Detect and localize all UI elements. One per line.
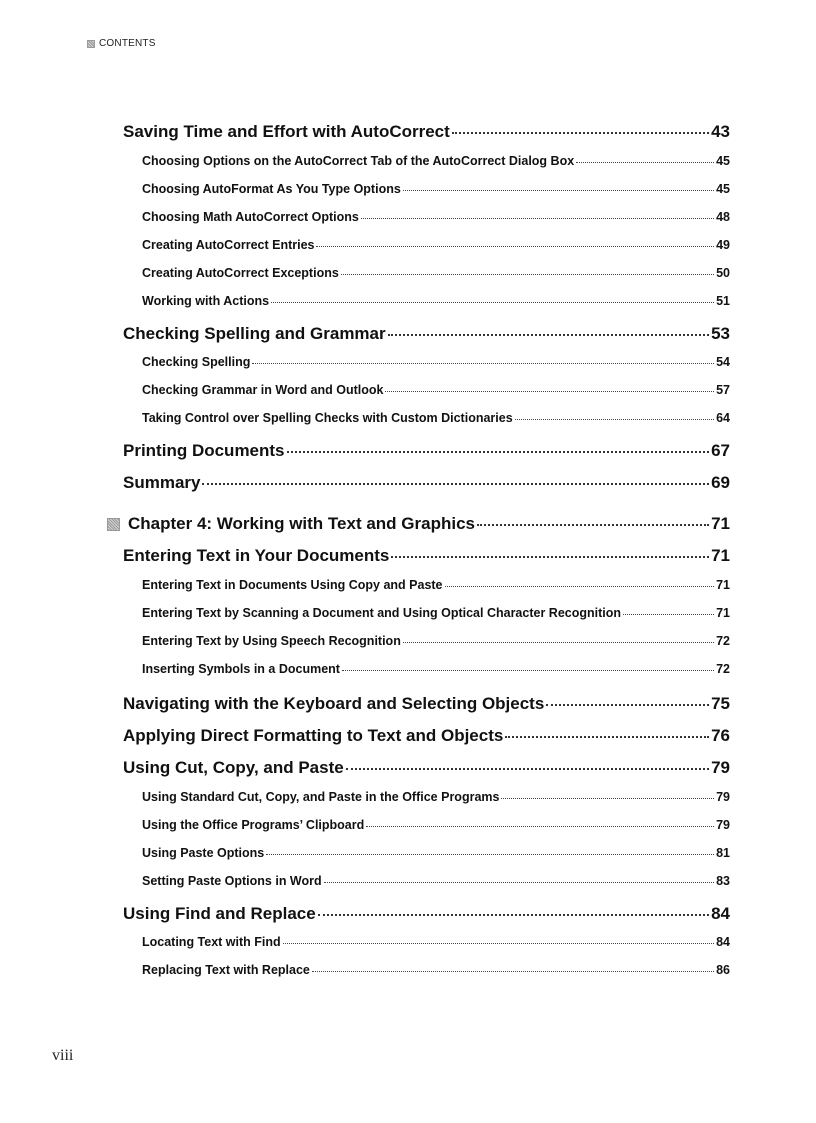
square-bullet-icon [87, 40, 95, 48]
toc-entry[interactable] [142, 154, 730, 168]
toc-entry[interactable] [123, 441, 730, 461]
toc-entry-page: 79 [711, 758, 730, 777]
toc-entry[interactable] [142, 846, 730, 860]
toc-entry-page: 64 [716, 411, 730, 425]
toc-entry-page: 71 [716, 578, 730, 592]
dot-leader [477, 524, 709, 526]
dot-leader [202, 483, 709, 485]
dot-leader [576, 162, 714, 163]
toc-entry[interactable] [142, 383, 730, 397]
toc-entry-title: Taking Control over Spelling Checks with Custom Dictionaries [142, 411, 513, 425]
dot-leader [403, 642, 714, 643]
toc-entry-page: 50 [716, 266, 730, 280]
toc-entry-title: Checking Grammar in Word and Outlook [142, 383, 384, 397]
toc-entry-page: 53 [711, 324, 730, 343]
toc-entry[interactable] [123, 726, 730, 746]
toc-entry-title: Inserting Symbols in a Document [142, 662, 340, 676]
dot-leader [505, 736, 709, 738]
toc-entry-title: Using the Office Programs’ Clipboard [142, 818, 365, 832]
toc-entry-title: Using Paste Options [142, 846, 265, 860]
toc-entry-page: 71 [711, 546, 730, 565]
running-head-label: CONTENTS [99, 38, 156, 49]
toc-entry-title: Checking Spelling and Grammar [123, 324, 386, 343]
toc-entry-page: 72 [716, 662, 730, 676]
page-number: viii [52, 1047, 74, 1064]
toc-entry-page: 45 [716, 154, 730, 168]
toc-entry-page: 67 [711, 441, 730, 460]
toc-entry-page: 79 [716, 790, 730, 804]
dot-leader [266, 854, 714, 855]
running-head [87, 38, 156, 49]
toc-entry-page: 71 [716, 606, 730, 620]
toc-entry-title: Saving Time and Effort with AutoCorrect [123, 122, 450, 141]
toc-entry-title: Printing Documents [123, 441, 285, 460]
toc-entry-page: 43 [711, 122, 730, 141]
toc-entry-title: Chapter 4: Working with Text and Graphics [128, 514, 475, 533]
toc-entry-page: 75 [711, 694, 730, 713]
toc-entry[interactable] [142, 294, 730, 308]
toc-chapter-entry[interactable] [107, 514, 730, 534]
dot-leader [515, 419, 714, 420]
toc-entry-title: Creating AutoCorrect Entries [142, 238, 315, 252]
toc-entry[interactable] [123, 758, 730, 778]
toc-entry-page: 76 [711, 726, 730, 745]
toc-entry[interactable] [123, 473, 730, 493]
toc-entry-page: 48 [716, 210, 730, 224]
chapter-square-icon [107, 518, 120, 531]
toc-entry[interactable] [142, 266, 730, 280]
dot-leader [287, 451, 710, 453]
toc-entry-title: Using Standard Cut, Copy, and Paste in the Office Programs [142, 790, 500, 804]
toc-entry[interactable] [142, 606, 730, 620]
toc-entry-title: Applying Direct Formatting to Text and Objects [123, 726, 504, 745]
toc-entry-title: Creating AutoCorrect Exceptions [142, 266, 339, 280]
toc-entry[interactable] [142, 634, 730, 648]
dot-leader [361, 218, 714, 219]
toc-entry-page: 71 [711, 514, 730, 533]
dot-leader [346, 768, 709, 770]
toc-entry-page: 72 [716, 634, 730, 648]
toc-entry-page: 83 [716, 874, 730, 888]
dot-leader [452, 132, 709, 134]
toc-entry-title: Working with Actions [142, 294, 270, 308]
toc-entry[interactable] [142, 790, 730, 804]
toc-entry[interactable] [123, 694, 730, 714]
dot-leader [342, 670, 714, 671]
toc-entry-page: 69 [711, 473, 730, 492]
toc-entry[interactable] [123, 122, 730, 142]
toc-entry-title: Setting Paste Options in Word [142, 874, 322, 888]
dot-leader [385, 391, 714, 392]
dot-leader [445, 586, 715, 587]
dot-leader [403, 190, 714, 191]
toc-entry[interactable] [142, 963, 730, 977]
toc-entry-title: Using Find and Replace [123, 904, 316, 923]
dot-leader [341, 274, 714, 275]
dot-leader [366, 826, 714, 827]
dot-leader [546, 704, 709, 706]
toc-entry-title: Replacing Text with Replace [142, 963, 310, 977]
toc-entry[interactable] [123, 324, 730, 344]
dot-leader [391, 556, 709, 558]
dot-leader [501, 798, 714, 799]
toc-entry[interactable] [142, 238, 730, 252]
toc-entry[interactable] [142, 874, 730, 888]
dot-leader [252, 363, 714, 364]
toc-entry-title: Summary [123, 473, 201, 492]
toc-entry-page: 79 [716, 818, 730, 832]
dot-leader [283, 943, 714, 944]
toc-entry[interactable] [142, 355, 730, 369]
toc-entry[interactable] [142, 935, 730, 949]
toc-entry-title: Using Cut, Copy, and Paste [123, 758, 344, 777]
dot-leader [312, 971, 714, 972]
dot-leader [388, 334, 709, 336]
toc-entry-title: Entering Text in Documents Using Copy and Paste [142, 578, 443, 592]
toc-entry[interactable] [123, 904, 730, 924]
toc-entry[interactable] [142, 578, 730, 592]
toc-entry-title: Entering Text in Your Documents [123, 546, 390, 565]
dot-leader [324, 882, 714, 883]
toc-entry-title: Checking Spelling [142, 355, 251, 369]
dot-leader [318, 914, 709, 916]
toc-entry-page: 45 [716, 182, 730, 196]
toc-entry-page: 86 [716, 963, 730, 977]
dot-leader [623, 614, 714, 615]
toc-entry-title: Choosing AutoFormat As You Type Options [142, 182, 401, 196]
toc-entry-page: 84 [711, 904, 730, 923]
toc-entry[interactable] [123, 546, 730, 566]
toc-entry-page: 81 [716, 846, 730, 860]
toc-entry-page: 57 [716, 383, 730, 397]
toc-entry-title: Choosing Math AutoCorrect Options [142, 210, 359, 224]
toc-entry-page: 84 [716, 935, 730, 949]
dot-leader [316, 246, 714, 247]
toc-entry[interactable] [142, 411, 730, 425]
toc-entry-title: Choosing Options on the AutoCorrect Tab of the AutoCorrect Dialog Box [142, 154, 575, 168]
toc-entry-title: Navigating with the Keyboard and Selecting Objects [123, 694, 545, 713]
toc-entry-title: Entering Text by Using Speech Recognition [142, 634, 401, 648]
toc-entry-page: 51 [716, 294, 730, 308]
toc-entry-title: Entering Text by Scanning a Document and Using Optical Character Recognition [142, 606, 622, 620]
toc-entry-page: 49 [716, 238, 730, 252]
toc-entry[interactable] [142, 818, 730, 832]
dot-leader [271, 302, 714, 303]
toc-entry[interactable] [142, 210, 730, 224]
toc-entry-page: 54 [716, 355, 730, 369]
toc-entry-title: Locating Text with Find [142, 935, 281, 949]
toc-entry[interactable] [142, 182, 730, 196]
toc-entry[interactable] [142, 662, 730, 676]
